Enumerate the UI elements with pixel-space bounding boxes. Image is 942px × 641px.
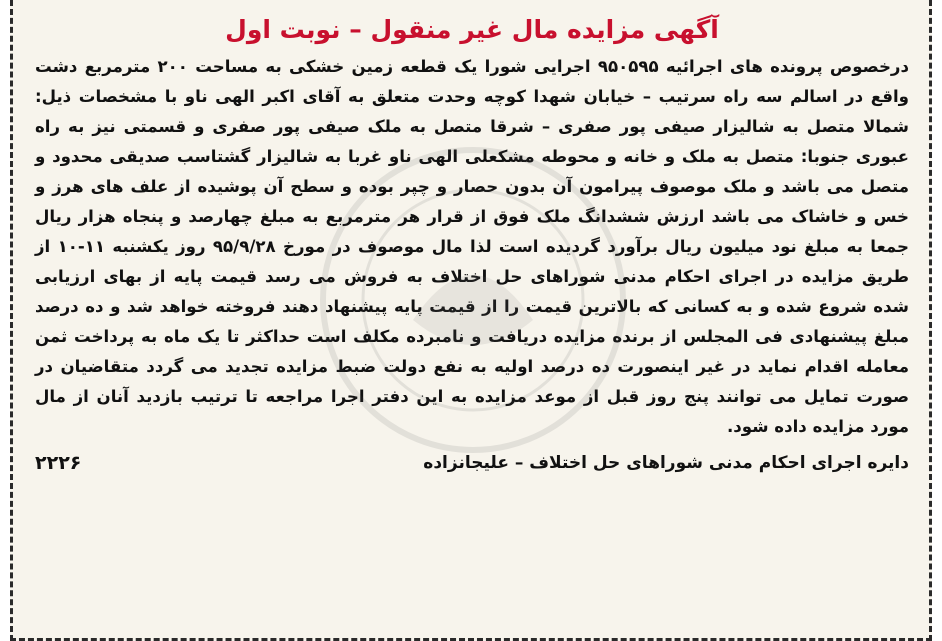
notice-code: ۲۲۲۶ <box>35 452 82 474</box>
legal-notice <box>10 0 932 641</box>
notice-footer <box>35 452 909 474</box>
notice-body: درخصوص پرونده های اجرائیه ۹۵۰۵۹۵ اجرایی شورا یک قطعه زمین خشکی به مساحت ۲۰۰ مترمربع دشت واقع در اسالم سه راه سرتیب – خیابان شهدا کوچه وحدت متعلق به آقای اکبر الهی ناو با مشخصات ذیل: شمالا متصل به شالیزار صیفی پور صفری – شرقا متصل به ملک صیفی پور صفری و قسمتی نیز به راه عبوری جنوبا: متصل به ملک و خانه و محوطه مشکعلی الهی ناو غربا به شالیزار گشتاسب صدیقی محدود و متصل می باشد و ملک موصوف پیرامون آن بدون حصار و چپر بوده و سطح آن پوشیده از علف های هرز و خس و خاشاک می باشد ارزش ششدانگ ملک فوق از قرار هر مترمربع به مبلغ چهارصد و پنجاه هزار ریال جمعا به مبلغ نود میلیون ریال برآورد گردیده است لذا مال موصوف در مورخ ۹۵/۹/۲۸ روز یکشنبه ۱۱-۱۰ از طریق مزایده در اجرای احکام مدنی شوراهای حل اختلاف به فروش می رسد قیمت پایه از بهای ارزیابی شده شروع شده و به کسانی که بالاترین قیمت را از قیمت پایه پیشنهاد دهند فروخته خواهد شد و ده درصد مبلغ پیشنهادی فی المجلس از برنده مزایده دریافت و نامبرده مکلف است حداکثر تا یک ماه به پرداخت ثمن معامله اقدام نماید در غیر اینصورت ده درصد اولیه به نفع دولت ضبط مزایده تجدید می گردد متقاضیان در صورت تمایل می توانند پنج روز قبل از موعد مزایده به این دفتر اجرا مراجعه تا ترتیب بازدید آنان از مال مورد مزایده داده شود. <box>35 57 909 436</box>
notice-signature: دایره اجرای احکام مدنی شوراهای حل اختلاف – علیجانزاده <box>423 453 909 473</box>
notice-title: آگهی مزایده مال غیر منقول – نوبت اول <box>225 15 719 44</box>
